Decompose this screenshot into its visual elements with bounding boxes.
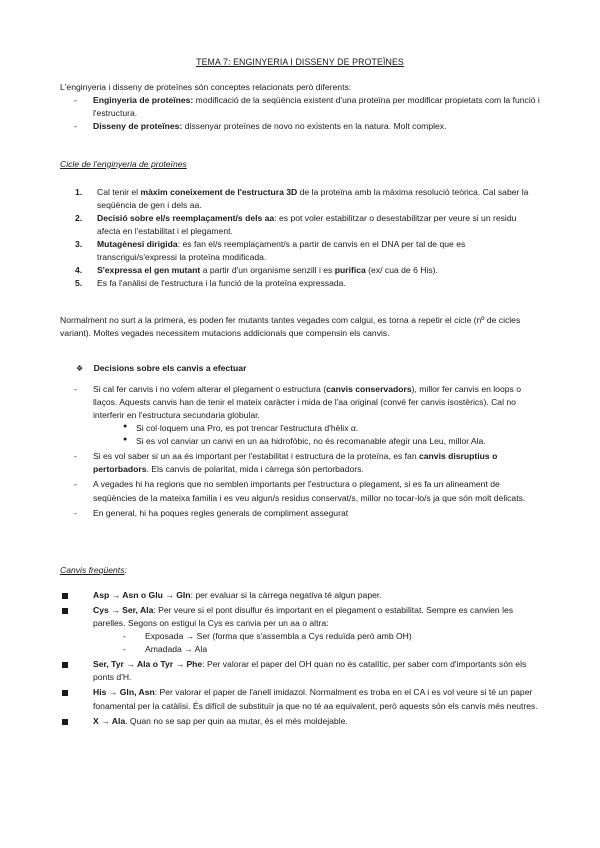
dash-marker: -	[74, 95, 77, 106]
frequent-heading-colon: :	[124, 565, 127, 575]
definition-term: Enginyeria de proteïnes:	[93, 95, 194, 106]
frequent-item	[60, 589, 540, 602]
step-text-bold: purifica	[334, 265, 366, 276]
frequent-item-text: : Per valorar el paper de l'anell imidazol. Normalment es troba en el CA i es vol veure si té un paper fonamental per la catàlisi. És difícil de substituïr ja que no té aa equivalent, però aquests són els canvis més neutres.	[93, 687, 538, 711]
step-text-post: a partir d'un organisme senzill i es	[200, 265, 335, 276]
frequent-item-bold: His → Gln, Asn	[93, 687, 155, 698]
frequent-item-bold: X → Ala	[93, 715, 126, 726]
decision-subitem	[121, 422, 540, 435]
decision-bold: canvis disruptius o pertorbadors	[93, 451, 498, 475]
frequent-item-bold: Cys → Ser, Ala	[93, 605, 154, 616]
step-item	[75, 277, 539, 290]
cycle-note: Normalment no surt a la primera, es poden fer mutants tantes vegades com calgui, es torna a repetir el cicle (nº de cicles variant). Moltes vegades necessitem mutacions addicionals que compensin els canvis.	[60, 315, 521, 339]
definition-term: Disseny de proteïnes:	[93, 121, 183, 132]
frequent-item-bold: Asp → Asn o Glu → Gln	[93, 590, 191, 600]
step-item	[75, 186, 539, 212]
intro-text: L'enginyeria i disseny de proteïnes són conceptes relacionats però diferents:	[60, 82, 352, 92]
step-item	[75, 212, 539, 238]
square-bullet-icon	[62, 719, 68, 725]
square-bullet-icon	[62, 662, 68, 668]
decision-text: ), millor fer canvis en loops o llaços. Aquests canvis han de tenir el mateix caràcter i mida de l'aa original (convé fer canvis isostèrics). Cal no interferir en l'estructura secundaria globular.	[93, 384, 521, 421]
step-text-post: de la proteïna amb la màxima resolució teòrica. Cal saber la seqüència de gen i dels aa.	[97, 187, 529, 211]
decision-text: Si es vol saber si un aa és important per l'estabilitat i estructura de la proteïna, es fan	[93, 451, 419, 462]
step-number: 4.	[75, 265, 83, 276]
step-item	[75, 264, 539, 277]
decision-subitem-text: Si es vol canviar un canvi en un aa hidrofòbic, no és recomanable afegir una Leu, millor Ala.	[136, 436, 486, 447]
dash-marker: -	[74, 451, 77, 462]
dash-marker: -	[74, 121, 77, 132]
step-number: 2.	[75, 213, 83, 224]
frequent-heading-block	[60, 564, 540, 577]
definition-item	[60, 120, 540, 133]
cys-subitem	[60, 643, 540, 656]
step-text-pre: Cal tenir el	[97, 187, 141, 197]
frequent-item	[60, 604, 540, 630]
cycle-note-block	[60, 314, 540, 340]
step-number: 1.	[75, 187, 83, 197]
frequent-item-text: : Per valorar el paper del OH quan no és catalític, per saber com d'importants són els ponts d'H.	[93, 659, 527, 683]
square-bullet-icon	[62, 593, 68, 599]
bullet-dot-icon: ●	[123, 423, 128, 431]
diamond-icon: ❖	[76, 364, 84, 373]
cycle-heading-block	[60, 158, 540, 171]
decision-text: . Els canvis de polaritat, mida i càrrega són pertorbadors.	[146, 464, 364, 475]
cys-subitem	[60, 630, 540, 643]
step-number: 5.	[75, 278, 83, 289]
decision-item	[60, 383, 540, 422]
square-bullet-icon	[62, 690, 68, 696]
decision-item	[60, 507, 540, 520]
decision-subitem-text: Si col·loquem una Pro, es pot trencar l'estructura d'hèlix α.	[136, 423, 359, 434]
step-item	[75, 238, 539, 264]
dash-marker: -	[123, 631, 126, 642]
cycle-heading: Cicle de l'enginyeria de proteïnes	[60, 159, 187, 169]
cycle-steps-list	[75, 186, 539, 291]
dash-marker: -	[74, 479, 77, 490]
step-text-bold: Mutagènesi dirigida	[97, 239, 178, 250]
frequent-heading: Canvis freqüents	[60, 565, 125, 575]
step-text-bold: màxim coneixement de l'estructura 3D	[140, 187, 298, 197]
decision-sublist	[60, 422, 540, 448]
definition-text: modificació de la seqüència existent d'una proteïna per modificar propietats com la funció i l'estructura.	[93, 95, 540, 119]
decision-item	[60, 478, 540, 504]
step-text-post: : es pot voler estabilitzar o desestabilitzar per veure si un residu afecta en l'estabilitat i el plegament.	[97, 213, 517, 237]
decision-text: A vegades hi ha regions que no semblen importants per l'estructura o plegament, si es fa un alineament de seqüències de la mateixa familia i es veu algun/s residus conservat/s, millor no tocar-lo/s ja que són molt delicats.	[93, 479, 526, 503]
frequent-item	[60, 686, 540, 712]
frequent-item-bold: Ser, Tyr → Ala o Tyr → Phe	[93, 659, 203, 670]
decisions-heading: Decisions sobre els canvis a efectuar	[93, 363, 247, 373]
decision-text: Si cal fer canvis i no volem alterar el plegament o estructura (	[93, 384, 327, 394]
decision-subitem	[121, 435, 540, 448]
dash-marker: -	[123, 644, 126, 655]
cys-subitem-text: Amadada → Ala	[145, 644, 208, 655]
bullet-dot-icon: ●	[123, 436, 128, 444]
step-text-bold: S'expressa el gen mutant	[97, 265, 201, 276]
frequent-list	[60, 589, 540, 728]
frequent-item-text: : Per veure si el pont disulfur és important en el plegament o estabilitat. Sempre es canvien les parelles. Segons on estigui la Cys es canvia per un aa o altra:	[93, 605, 514, 629]
step-text-post: : es fan el/s reemplaçament/s a partir de canvis en el DNA per tal de que es transcrigui/s'expressi la proteïna modificada.	[97, 239, 466, 263]
page-title: TEMA 7: ENGINYERIA I DISSENY DE PROTEÏNES	[196, 57, 404, 67]
step-text-post: Es fa l'anàlisi de l'estructura i la funció de la proteïna expressada.	[97, 278, 346, 289]
decision-item	[60, 450, 540, 476]
frequent-item	[60, 658, 540, 684]
frequent-item-text: : per evaluar si la càrrega negativa té algun paper.	[190, 590, 382, 600]
step-text-bold: Decisió sobre el/s reemplaçament/s dels aa	[97, 213, 275, 224]
cys-subitem-text: Exposada → Ser (forma que s'assembla a Cys reduïda però amb OH)	[145, 631, 412, 642]
dash-marker: -	[74, 507, 77, 518]
frequent-item	[60, 715, 540, 728]
decision-bold: canvis conservadors	[326, 384, 412, 394]
definition-text: dissenyar proteïnes de novo no existents en la natura. Molt complex.	[182, 121, 447, 132]
step-text-post: (ex/ cua de 6 His).	[365, 265, 438, 276]
intro-section	[60, 81, 540, 133]
decision-text: En general, hi ha poques regles generals de compliment assegurat	[93, 507, 349, 518]
decisions-heading-block	[76, 362, 556, 375]
square-bullet-icon	[62, 608, 68, 614]
definition-item	[60, 94, 540, 120]
step-number: 3.	[75, 239, 83, 250]
decisions-list	[60, 383, 540, 520]
frequent-item-text: . Quan no se sap per quin aa mutar, és el més moldejable.	[125, 715, 348, 726]
dash-marker: -	[74, 384, 77, 394]
